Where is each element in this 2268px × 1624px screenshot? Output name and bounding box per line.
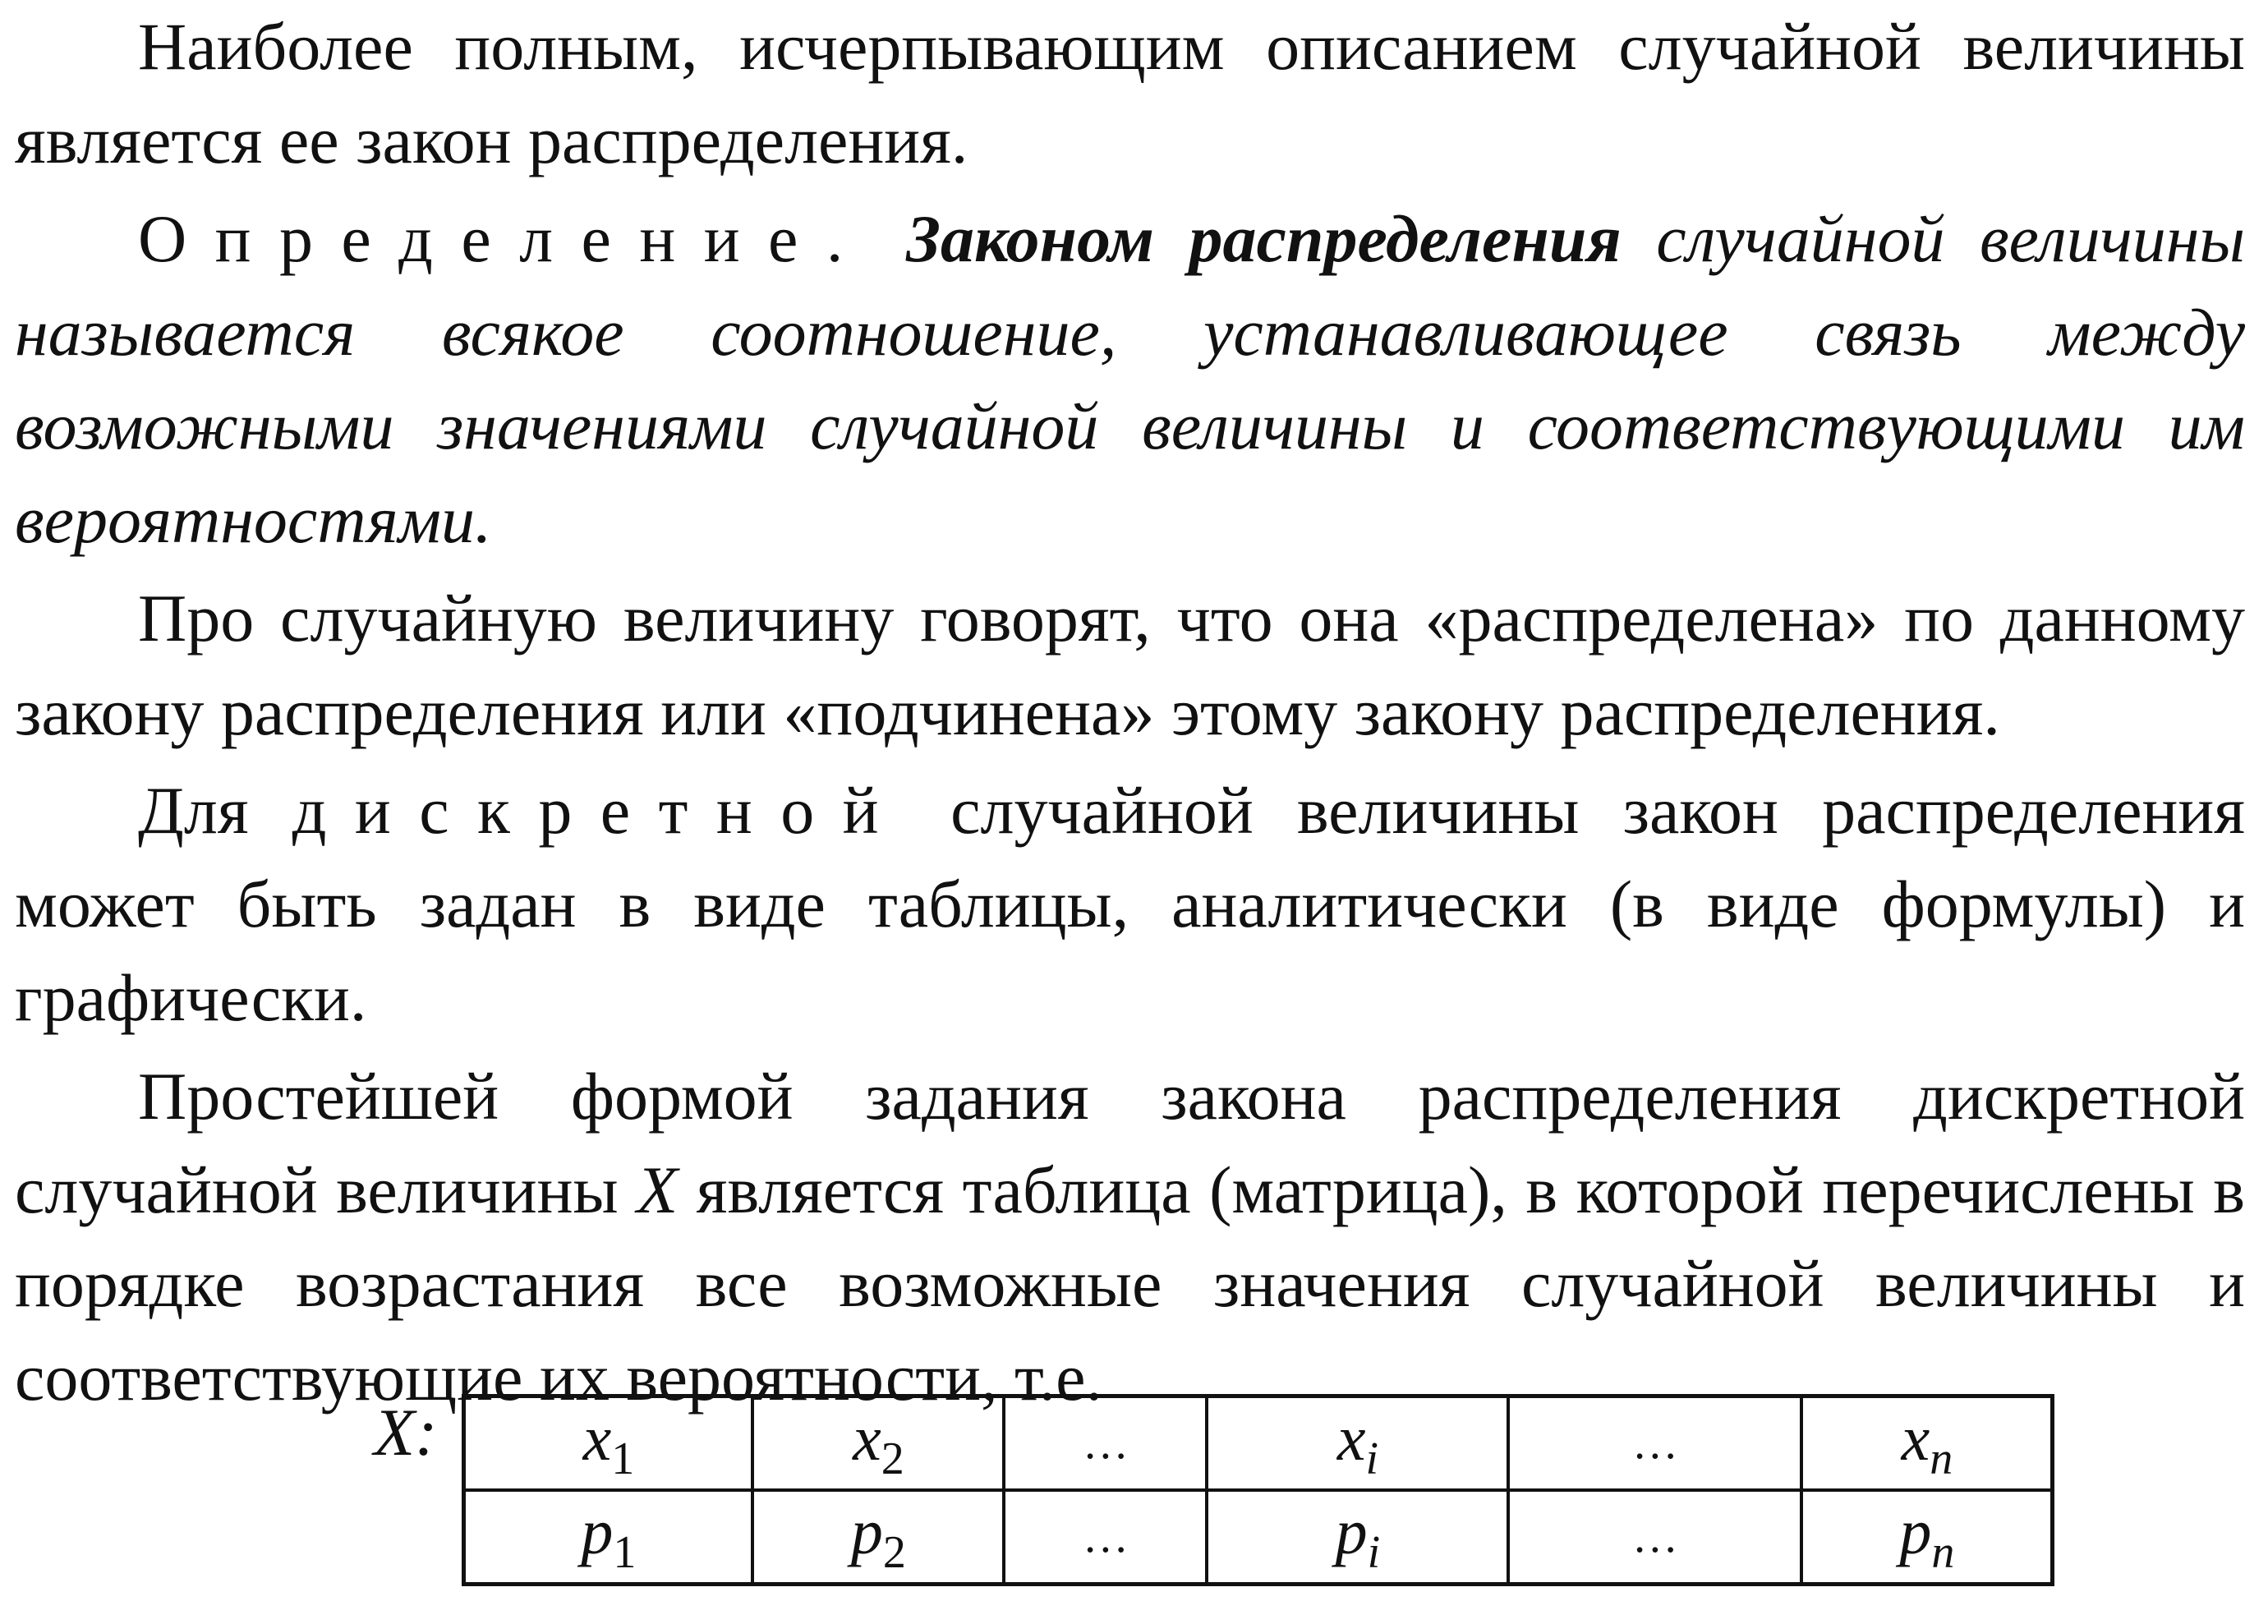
distribution-table [462, 1394, 2054, 1586]
cell-ellipsis: … [1082, 1511, 1129, 1562]
cell-ellipsis: … [1631, 1511, 1678, 1562]
ellipsis-cell [1508, 1396, 1801, 1491]
definition-text: случайной величины называется всякое соотношение, устанавливающее связь между возможными значениями случайной величины и соответствующими им вероятностями. [15, 201, 2245, 557]
cell-subscript: 1 [611, 1433, 635, 1484]
paragraph-table-form [15, 1050, 2245, 1424]
cell-ellipsis: … [1082, 1418, 1129, 1469]
value-cell [1207, 1396, 1508, 1491]
cell-subscript: 1 [613, 1526, 637, 1578]
cell-base: p [850, 1496, 883, 1568]
cell-base: p [1899, 1496, 1932, 1568]
discrete-start: Для [138, 773, 292, 848]
cell-subscript: i [1365, 1433, 1378, 1484]
cell-base: x [853, 1402, 881, 1474]
cell-base: x [1901, 1402, 1930, 1474]
paragraph-intro-text: Наиболее полным, исчерпывающим описанием случайной величины является ее закон распределения. [15, 9, 2245, 177]
cell-base: x [1336, 1402, 1366, 1474]
probability-cell [752, 1490, 1004, 1585]
ellipsis-cell [1508, 1490, 1801, 1585]
cell-subscript: n [1930, 1433, 1953, 1484]
cell-subscript: 2 [882, 1526, 906, 1578]
cell-base: p [1335, 1496, 1368, 1568]
paragraph-definition [15, 192, 2245, 567]
paragraph-distributed-text: Про случайную величину говорят, что она «распределена» по данному закону распределения или «подчинена» этому закону распределения. [15, 581, 2245, 749]
table-form-start: Простейшей формой задания закона распределения дискретной случайной величины [15, 1059, 2245, 1227]
cell-base: x [582, 1402, 612, 1474]
cell-ellipsis: … [1631, 1418, 1678, 1469]
cell-base: p [581, 1496, 614, 1568]
table-variable-label: X: [374, 1395, 438, 1470]
paragraph-intro [15, 0, 2245, 187]
definition-lead: Определение. [138, 201, 872, 276]
value-cell [464, 1396, 753, 1491]
paragraph-discrete [15, 764, 2245, 1045]
probability-cell [1207, 1490, 1508, 1585]
definition-term: Законом распределения [906, 201, 1622, 276]
table-row-values [464, 1396, 2053, 1491]
distribution-table-block [374, 1394, 2054, 1586]
value-cell [1801, 1396, 2053, 1491]
cell-subscript: 2 [881, 1433, 904, 1484]
probability-cell [464, 1490, 753, 1585]
discrete-spaced-word: дискретной [292, 773, 907, 848]
ellipsis-cell [1004, 1490, 1207, 1585]
table-row-probabilities [464, 1490, 2053, 1585]
cell-subscript: n [1931, 1526, 1955, 1578]
cell-subscript: i [1367, 1526, 1381, 1578]
paragraph-distributed [15, 572, 2245, 759]
value-cell [752, 1396, 1004, 1491]
discrete-rest: случайной величины закон распределения может быть задан в виде таблицы, аналитически (в виде формулы) и графически. [15, 773, 2245, 1035]
variable-x: X [637, 1152, 679, 1227]
probability-cell [1801, 1490, 2053, 1585]
document-page [15, 0, 2245, 1424]
table-form-rest: является таблица (матрица), в которой перечислены в порядке возрастания все возможные значения случайной величины и соответствующие их вероятности, т.е. [15, 1152, 2245, 1415]
ellipsis-cell [1004, 1396, 1207, 1491]
